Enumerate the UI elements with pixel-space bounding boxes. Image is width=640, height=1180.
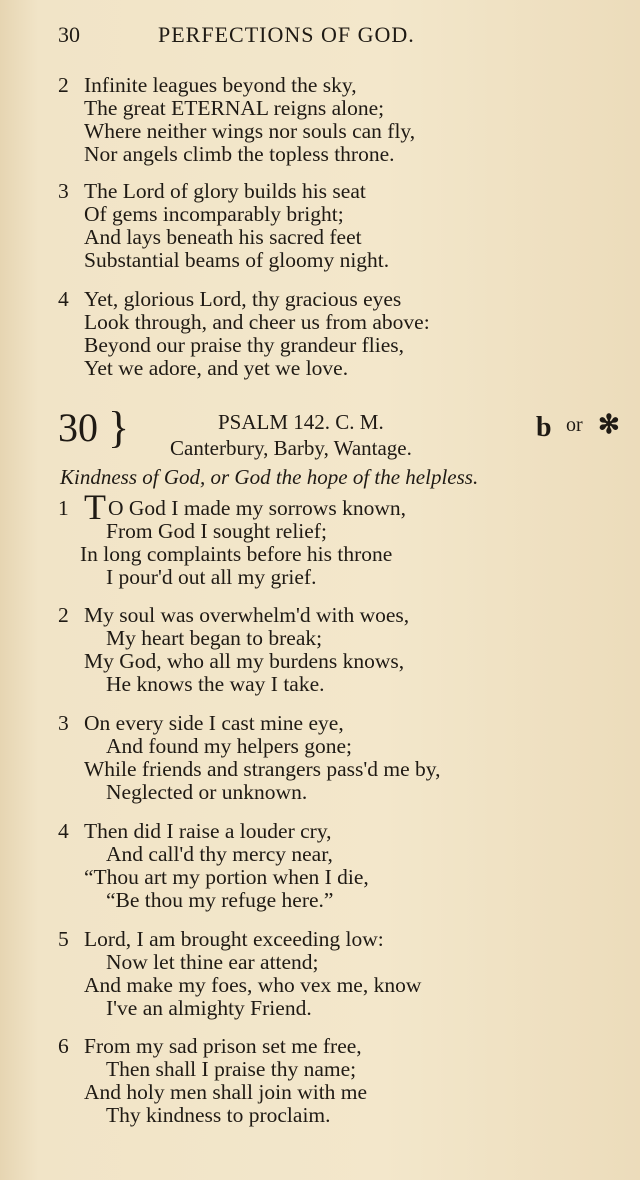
flat-key-mark: b [536, 412, 552, 443]
verse-line: And holy men shall join with me [84, 1080, 368, 1104]
stanza-top-2 [58, 74, 618, 166]
stanza-number: 2 [58, 603, 69, 627]
verse-line: He knows the way I take. [106, 672, 325, 696]
verse-line: Then did I raise a louder cry, [84, 819, 332, 843]
verse-line: Lord, I am brought exceeding low: [84, 927, 384, 951]
verse-line: Then shall I praise thy name; [106, 1057, 357, 1081]
hymn-number: 30 [58, 405, 98, 450]
verse-line: From God I sought relief; [106, 519, 327, 543]
stanza-number: 3 [58, 179, 69, 203]
stanza-1 [58, 487, 618, 589]
stanza-number: 3 [58, 711, 69, 735]
stanza-top-3 [58, 180, 618, 272]
stanza-6 [58, 1035, 618, 1127]
verse-line: My soul was overwhelm'd with woes, [84, 603, 410, 627]
stanza-number: 5 [58, 927, 69, 951]
verse-line: In long complaints before his throne [80, 542, 393, 566]
verse-line: Beyond our praise thy grandeur flies, [84, 333, 405, 357]
tune-names: Canterbury, Barby, Wantage. [170, 436, 412, 460]
stanza-number: 2 [58, 73, 69, 97]
verse-line: Infinite leagues beyond the sky, [84, 73, 357, 97]
verse-line: And make my foes, who vex me, know [84, 973, 422, 997]
verse-line: Neglected or unknown. [106, 780, 308, 804]
stanza-4 [58, 820, 618, 912]
stanza-number: 4 [58, 819, 69, 843]
verse-line: Yet, glorious Lord, thy gracious eyes [84, 287, 402, 311]
running-title: PERFECTIONS OF GOD. [158, 22, 415, 47]
or-word: or [566, 414, 583, 436]
drop-cap: T [84, 487, 106, 527]
verse-line: My heart began to break; [106, 626, 323, 650]
verse-line: The great ETERNAL reigns alone; [84, 96, 385, 120]
verse-line: From my sad prison set me free, [84, 1034, 362, 1058]
verse-line: Substantial beams of gloomy night. [84, 248, 390, 272]
stanza-3 [58, 712, 618, 804]
verse-line: And found my helpers gone; [106, 734, 353, 758]
verse-line: I pour'd out all my grief. [106, 565, 317, 589]
stanza-top-4 [58, 288, 618, 380]
verse-line: Thy kindness to proclaim. [106, 1103, 331, 1127]
verse-line: Look through, and cheer us from above: [84, 310, 430, 334]
verse-line: Nor angels climb the topless throne. [84, 142, 395, 166]
verse-line: Now let thine ear attend; [106, 950, 319, 974]
page-header [58, 22, 478, 52]
verse-line: While friends and strangers pass'd me by, [84, 757, 441, 781]
cross-key-mark: ✻ [598, 410, 620, 439]
verse-line: And lays beneath his sacred feet [84, 225, 362, 249]
page-number: 30 [58, 22, 80, 47]
psalm-title: PSALM 142. C. M. [218, 410, 384, 434]
verse-line: “Be thou my refuge here.” [106, 888, 334, 912]
stanza-2 [58, 604, 618, 696]
verse-line: The Lord of glory builds his seat [84, 179, 366, 203]
stanza-number: 1 [58, 496, 69, 520]
verse-line: Where neither wings nor souls can fly, [84, 119, 416, 143]
stanza-number: 6 [58, 1034, 69, 1058]
verse-line: Yet we adore, and yet we love. [84, 356, 349, 380]
stanza-5 [58, 928, 618, 1020]
hymn-subtitle: Kindness of God, or God the hope of the helpless. [60, 465, 479, 489]
verse-line: I've an almighty Friend. [106, 996, 312, 1020]
verse-line: On every side I cast mine eye, [84, 711, 344, 735]
brace-glyph: } [108, 403, 130, 452]
stanza-number: 4 [58, 287, 69, 311]
verse-line: O God I made my sorrows known, [108, 496, 406, 520]
verse-line: And call'd thy mercy near, [106, 842, 333, 866]
verse-line: “Thou art my portion when I die, [84, 865, 369, 889]
verse-line: Of gems incomparably bright; [84, 202, 344, 226]
verse-line: My God, who all my burdens knows, [84, 649, 405, 673]
